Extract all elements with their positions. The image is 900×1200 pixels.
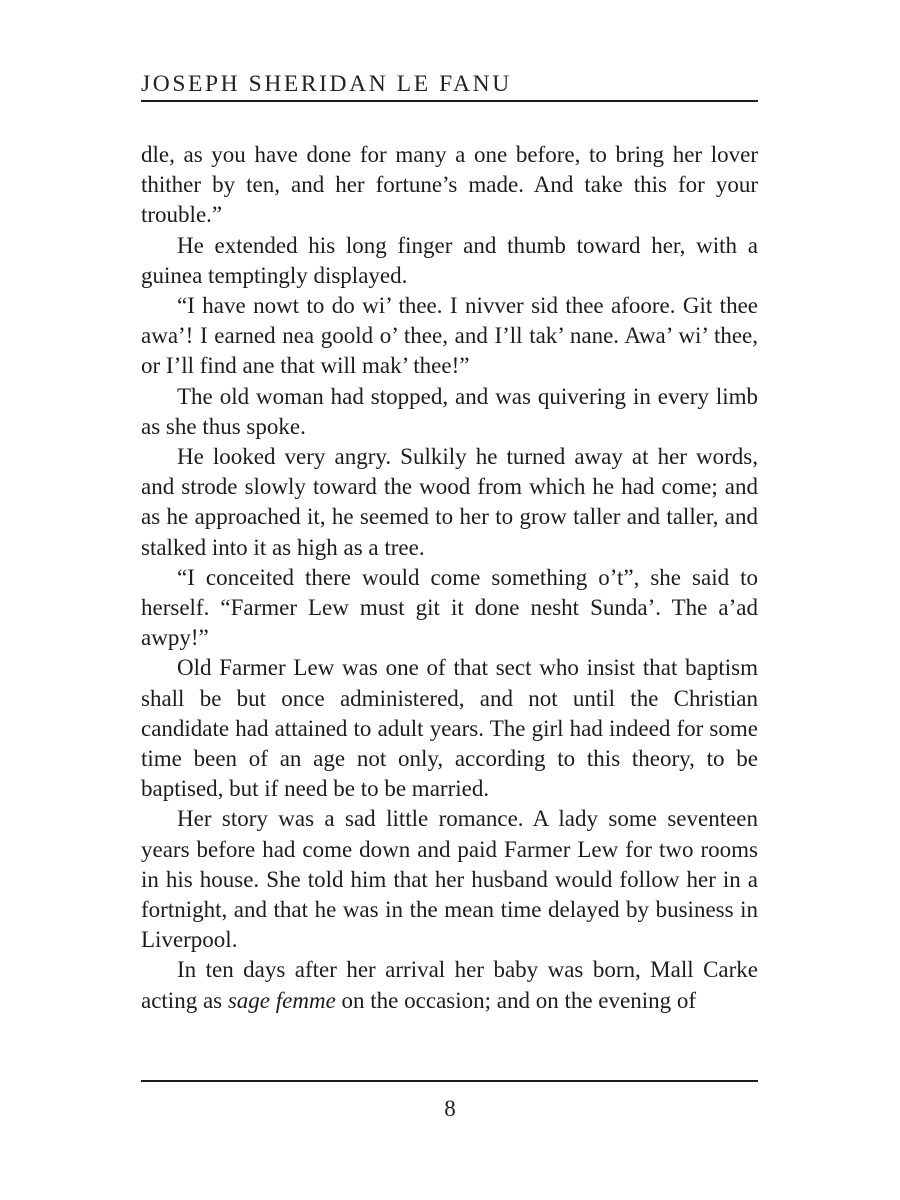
paragraph-text: on the occasion; and on the evening of <box>335 987 697 1013</box>
paragraph-last <box>141 955 758 1015</box>
footer-rule <box>141 1080 758 1082</box>
paragraph: Old Farmer Lew was one of that sect who insist that baptism shall be but once administered, and not until the Christian candidate had attained to adult years. The girl had indeed for some time been of an age not only, according to this theory, to be baptised, but if need be to be married. <box>141 655 758 802</box>
paragraph: Her story was a sad little romance. A lady some seventeen years before had come down and paid Farmer Lew for two rooms in his house. She told him that her husband would follow her in a fortnight, and that he was in the mean time delayed by business in Liverpool. <box>141 806 758 953</box>
running-head: JOSEPH SHERIDAN LE FANU <box>141 71 512 97</box>
paragraph: The old woman had stopped, and was quivering in every limb as she thus spoke. <box>141 383 758 439</box>
body-text <box>141 140 758 1016</box>
page-number: 8 <box>444 1096 456 1121</box>
italic-phrase: sage femme <box>227 987 336 1013</box>
paragraph: dle, as you have done for many a one before, to bring her lover thither by ten, and her fortune’s made. And take this for your trouble.” <box>141 142 758 228</box>
paragraph: He extended his long finger and thumb toward her, with a guinea temptingly displayed. <box>141 232 758 288</box>
header-rule <box>141 100 758 102</box>
paragraph-text: In ten days after her arrival her baby was born, Mall Carke acting as <box>141 957 758 1013</box>
paragraph: “I have nowt to do wi’ thee. I nivver sid thee afoore. Git thee awa’! I earned nea goold o’ thee, and I’ll tak’ nane. Awa’ wi’ thee, or I’ll find ane that will mak’ thee!” <box>141 293 758 379</box>
paragraph: He looked very angry. Sulkily he turned away at her words, and strode slowly toward the wood from which he had come; and as he approached it, he seemed to her to grow taller and taller, and stalked into it as high as a tree. <box>141 444 758 560</box>
paragraph: “I conceited there would come something o’t”, she said to herself. “Farmer Lew must git it done nesht Sunda’. The a’ad awpy!” <box>141 564 758 651</box>
